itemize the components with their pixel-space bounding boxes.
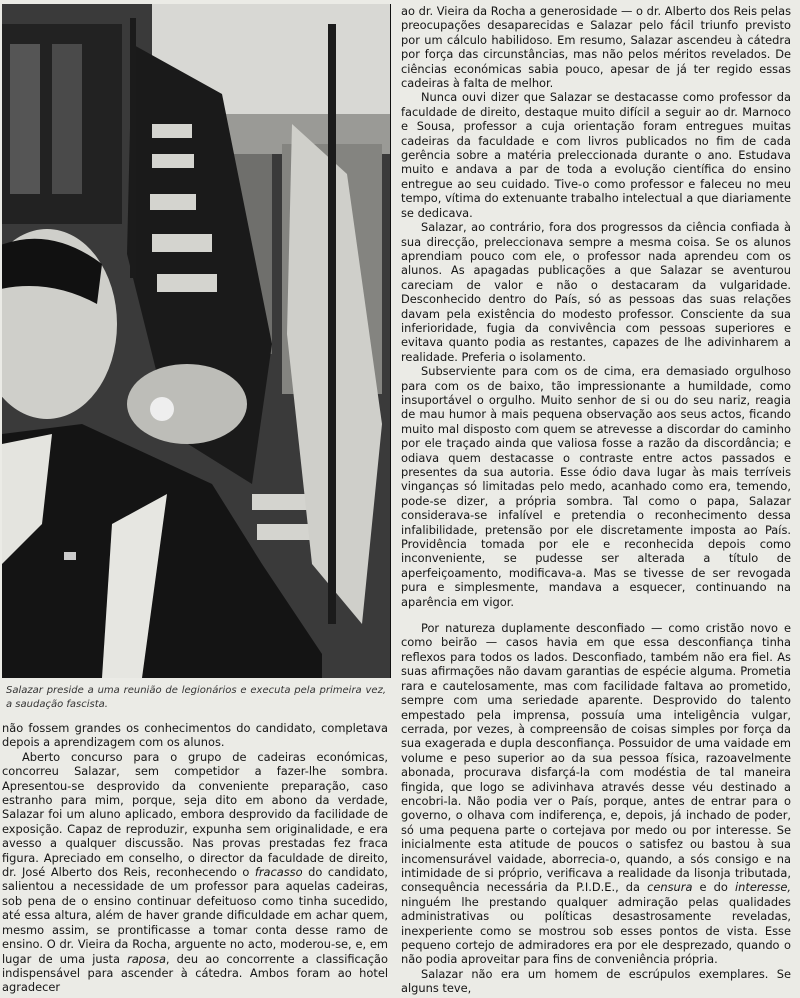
italic-text: interesse, — [734, 880, 792, 895]
text-run: do candidato, salientou a necessidade de um professor para aquelas cadeiras, sob pena de o ensino continuar defeituoso como tinha sucedido, até essa altura, além de haver grande dificuldade em achar quem, mesmo assim, se prontificasse a tomar conta desse ramo de ensino. O dr. Vieira da Rocha, arguente no acto, moderou-se, e, em lugar de uma justa — [2, 865, 388, 966]
paragraph: não fossem grandes os conhecimentos do candidato, completava depois a aprendizagem com os alunos. — [2, 721, 388, 750]
flag-ornament-dot — [150, 397, 174, 421]
text-run: , deu ao concorrente a classificação indispensável para ascender à cátedra. Ambos foram ao hotel agradecer — [2, 951, 388, 995]
paragraph — [2, 750, 388, 995]
flag-emblem — [252, 494, 312, 510]
italic-text: raposa — [127, 951, 166, 966]
italic-text: censura — [647, 880, 693, 895]
flag-emblem — [152, 234, 212, 252]
flag-emblem — [157, 274, 217, 292]
text-run: ninguém lhe prestando qualquer admiração pelas qualidades administrativas ou políticas desastrosamente reveladas, inexperiente como se mostrou sob esses pontos de vista. Esse pequeno cortejo de admiradores era por ele desprezado, quando o não podia aproveitar para fins de conveniência própria. — [401, 894, 791, 967]
photo-shelf-book — [10, 44, 40, 194]
photo-caption: Salazar preside a uma reunião de legionários e executa pela primeira vez, a saudação fascista. — [6, 685, 386, 710]
paragraph: Salazar, ao contrário, fora dos progressos da ciência confiada à sua direcção, preleccionava sempre a mesma coisa. Se os alunos aprendiam pouco com ele, o professor nada aprendeu com os alunos. As apagadas publicações a que Salazar se aventurou careciam de valor e não o destacaram da vulgaridade. Desconhecido dentro do País, só as pessoas das suas relações davam pela existência do modesto professor. Consciente da sua inferioridade, fugia da convivência com pessoas superiores e evitava quanto podia as restantes, capazes de lhe adivinharem a realidade. Preferia o isolamento. — [401, 220, 791, 364]
flag-emblem — [152, 124, 192, 138]
flag-emblem — [152, 154, 194, 168]
text-run: e do — [692, 880, 735, 895]
photo-shelf-book — [52, 44, 82, 194]
historical-photo — [2, 4, 391, 678]
flag-pole — [130, 18, 136, 278]
paragraph — [401, 621, 791, 967]
flag-ornament — [127, 364, 247, 444]
lapel-pin — [64, 552, 76, 560]
photo-illustration — [2, 4, 390, 678]
paragraph: Salazar não era um homem de escrúpulos exemplares. Se alguns teve, — [401, 966, 791, 996]
text-run: Aberto concurso para o grupo de cadeiras económicas, concorreu Salazar, sem competidor a fazer-lhe sombra. Apresentou-se desprovido da conveniente preparação, caso estranho para mim, porque, seja dito em abono da verdade, Salazar foi um aluno aplicado, embora desprovido da facilidade de exposição. Capaz de reproduzir, expunha sem originalidade, e era avesso a qualquer discussão. Nas provas prestadas fez fraca figura. Apreciado em conselho, o director da faculdade de direito, dr. José Alberto dos Reis, reconhecendo o — [2, 749, 388, 880]
right-text-column — [401, 4, 791, 996]
flag-pole — [328, 24, 336, 624]
left-text-column — [2, 721, 388, 995]
flag-emblem — [150, 194, 196, 210]
italic-text: fracasso — [254, 865, 303, 880]
paragraph: ao dr. Vieira da Rocha a generosidade — o dr. Alberto dos Reis pelas preocupações desaparecidas e Salazar pelo fácil triunfo previsto por um cálculo habilidoso. Em resumo, Salazar ascendeu à cátedra por força das circunstâncias, mas não pelos méritos revelados. De ciências económicas sabia pouco, apesar de já ter regido essas cadeiras à falta de melhor. — [401, 4, 791, 91]
text-run: Por natureza duplamente desconfiado — como cristão novo e como beirão — casos havia em que essa desconfiança tinha reflexos para todos os lados. Desconfiado, também não era fiel. As suas afirmações não davam garantias de espécie alguma. Prometia rara e cautelosamente, mas com facilidade faltava ao prometido, sempre com uma seriedade aparente. Desprovido do talento empestado pela imprensa, possuía uma inteligência vulgar, cerrada, por vezes, à compreensão de coisas simples por força da sua exagerada e dupla desconfiança. Possuidor de uma vaidade em volume e peso superior ao da sua pessoa física, razoavelmente abonada, procurava disfarçá-la com modéstia de tal maneira fingida, que logo se adivinhava através desse véu destinado a encobri-la. Não podia ver o País, porque, antes de entrar para o governo, o olhava com indiferença, e, depois, já inchado de poder, só uma pequena parte o cortejava por medo ou por interesse. Se inicialmente esta atitude de poucos o satisfez ou bastou à sua incomensurável vaidade, aborrecia-o, quando, a sós consigo e na intimidade de si próprio, verificava a realidade da lisonja tributada, consequência necessária da P.I.D.E., da — [401, 621, 791, 895]
paragraph: Nunca ouvi dizer que Salazar se destacasse como professor da faculdade de direito, destaque muito difícil a seguir ao dr. Marnoco e Sousa, professor a cuja orientação foram entregues muitas cadeiras da faculdade e com livros publicados no fim de cada gerência sobre a matéria preleccionada durante o ano. Estudava muito e andava a par de toda a evolução científica do ensino entregue ao seu cuidado. Tive-o como professor e faleceu no meu tempo, vítima do extenuante trabalho intelectual a que diariamente se dedicava. — [401, 90, 791, 220]
paragraph: Subserviente para com os de cima, era demasiado orgulhoso para com os de baixo, tão impressionante a humildade, como insuportável o orgulho. Muito senhor de si ou do seu nariz, reagia de mau humor à mais pequena observação aos seus actos, ficando muito mal disposto com quem se atrevesse a discordar do caminho por ele traçado ainda que valiosa fosse a razão da discordância; e odiava quem destacasse o contraste entre actos passados e presentes da sua autoria. Esse ódio dava lugar às mais terríveis vinganças só limitadas pelo medo, acanhado como era, temendo, pode-se dizer, a própria sombra. Tal como o papa, Salazar considerava-se infalível e pretendia o reconhecimento dessa infalibilidade, pretensão por ele discretamente imposta ao País. Providência tomada por ele e reconhecida depois como inconveniente, se pudesse ser alterada a título de aperfeiçoamento, modificava-a. Mas se tivesse de ser revogada pura e simplesmente, mandava a esquecer, continuando na aparência em vigor. — [401, 364, 791, 609]
